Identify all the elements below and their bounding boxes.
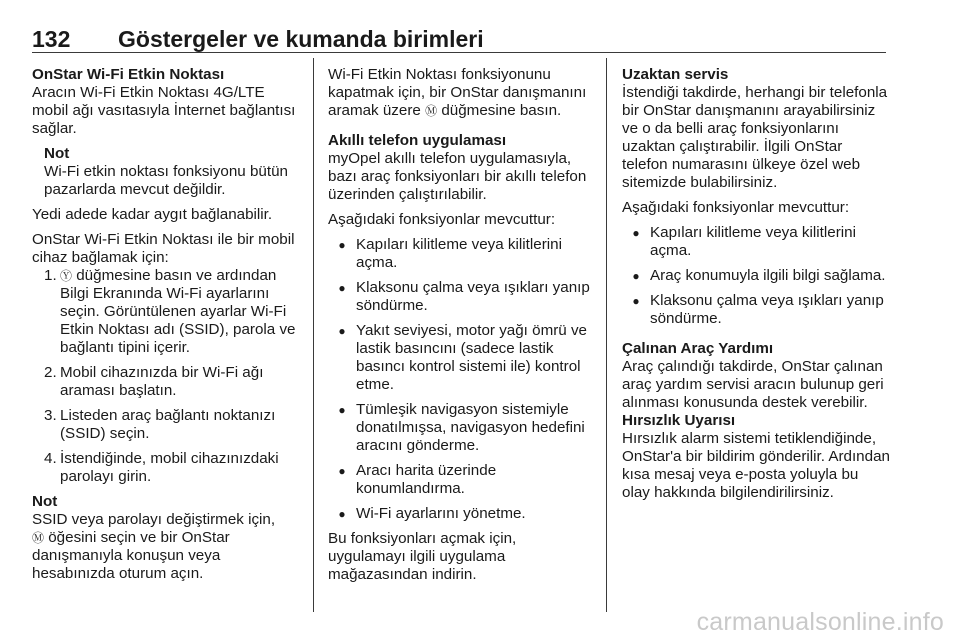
bullet-icon: ●	[338, 507, 346, 521]
note-block-2	[32, 493, 300, 583]
wifi-off-text: Wi-Fi Etkin Noktası fonksiyonunu kapatmak için, bir OnStar danışmanını aramak üzere	[328, 66, 587, 119]
section-title-stolen-vehicle: Çalınan Araç Yardımı	[622, 340, 774, 357]
note-text: öğesini seçin ve bir OnStar danışmanıyla konuşun veya hesabınızda oturum açın.	[32, 529, 230, 582]
bullet-icon: ●	[632, 294, 640, 308]
list-item	[32, 364, 300, 400]
bullet-icon: ●	[338, 281, 346, 295]
section-title-wifi-hotspot: OnStar Wi-Fi Etkin Noktası	[32, 66, 225, 83]
list-item	[32, 450, 300, 486]
onstar-icon: Ⓜ	[425, 104, 438, 118]
page-number: 132	[32, 26, 71, 52]
list-item: ● Aracı harita üzerinde konumlandırma.	[328, 462, 596, 498]
section-title-theft-alarm: Hırsızlık Uyarısı	[622, 412, 736, 429]
step-number: 3.	[44, 407, 57, 424]
note-label: Not	[32, 493, 58, 510]
list-item: ● Klaksonu çalma veya ışıkları yanıp söndürme.	[328, 279, 596, 315]
app-functions-list	[328, 236, 596, 523]
list-item: ● Kapıları kilitleme veya kilitlerini açma.	[622, 224, 890, 260]
column-3	[622, 66, 890, 502]
column-divider-2	[606, 58, 607, 612]
note-text: Wi-Fi etkin noktası fonksiyonu bütün pazarlarda mevcut değildir.	[44, 163, 288, 198]
bullet-icon: ●	[338, 324, 346, 338]
bullet-icon: ●	[632, 269, 640, 283]
list-item: ● Kapıları kilitleme veya kilitlerini açma.	[328, 236, 596, 272]
theft-alarm-text: Hırsızlık alarm sistemi tetiklendiğinde, OnStar'a bir bildirim gönderilir. Ardından kısa mesaj veya e-posta yoluyla bu olay hakkında bilgilendirilirsiniz.	[622, 430, 890, 501]
note-block-1	[32, 145, 300, 199]
step-text: düğmesine basın ve ardından Bilgi Ekranında Wi-Fi ayarlarını seçin. Görüntülenen ayarlar Wi-Fi Etkin Noktası adı (SSID), parola ve bağlantı tipini içerir.	[60, 267, 296, 356]
devices-text: Yedi adede kadar aygıt bağlanabilir.	[32, 206, 273, 223]
wifi-off-text: düğmesine basın.	[441, 102, 562, 119]
page-header	[32, 26, 886, 52]
step-text: Listeden araç bağlantı noktanızı (SSID) seçin.	[60, 407, 276, 442]
list-item: ● Tümleşik navigasyon sistemiyle donatılmışsa, navigasyon hedefini aracını gönderme.	[328, 401, 596, 455]
wifi-icon: Ⓨ	[60, 269, 73, 283]
remote-functions-list	[622, 224, 890, 328]
step-text: Mobil cihazınızda bir Wi-Fi ağı araması başlatın.	[60, 364, 264, 399]
bullet-icon: ●	[338, 238, 346, 252]
column-2	[328, 66, 596, 584]
app-outro-text: Bu fonksiyonları açmak için, uygulamayı ilgili uygulama mağazasından indirin.	[328, 530, 517, 583]
list-item: ● Araç konumuyla ilgili bilgi sağlama.	[622, 267, 890, 285]
step-number: 1.	[44, 267, 57, 284]
connect-intro-text: OnStar Wi-Fi Etkin Noktası ile bir mobil cihaz bağlamak için:	[32, 231, 295, 266]
wifi-intro-text: Aracın Wi-Fi Etkin Noktası 4G/LTE mobil ağı vasıtasıyla İnternet bağlantısı sağlar.	[32, 84, 296, 137]
section-title-smartphone-app: Akıllı telefon uygulaması	[328, 132, 507, 149]
list-intro-text: Aşağıdaki fonksiyonlar mevcuttur:	[622, 199, 850, 216]
bullet-icon: ●	[338, 403, 346, 417]
bullet-icon: ●	[338, 464, 346, 478]
column-1	[32, 66, 300, 583]
step-text: İstendiğinde, mobil cihazınızdaki parolayı girin.	[60, 450, 279, 485]
steps-list	[32, 267, 300, 486]
header-divider	[32, 52, 886, 53]
step-number: 4.	[44, 450, 57, 467]
list-item: ● Yakıt seviyesi, motor yağı ömrü ve lastik basıncını (sadece lastik basıncı kontrol sistemi ile) kontrol etme.	[328, 322, 596, 394]
app-intro-text: myOpel akıllı telefon uygulamasıyla, bazı araç fonksiyonları bir akıllı telefon üzerinden çalıştırılabilir.	[328, 150, 587, 203]
bullet-icon: ●	[632, 226, 640, 240]
list-item	[32, 267, 300, 357]
list-item: ● Klaksonu çalma veya ışıkları yanıp söndürme.	[622, 292, 890, 328]
chapter-title: Göstergeler ve kumanda birimleri	[118, 26, 484, 52]
column-divider-1	[313, 58, 314, 612]
remote-service-text: İstendiği takdirde, herhangi bir telefonla bir OnStar danışmanını arayabilirsiniz ve o da belli araç fonksiyonlarını uzaktan çalıştırabilir. İlgili OnStar telefon numarasını ülkeye özel web sitemizde bulabilirsiniz.	[622, 84, 888, 191]
onstar-icon: Ⓜ	[32, 531, 45, 545]
note-text: SSID veya parolayı değiştirmek için,	[32, 511, 276, 528]
watermark: carmanualsonline.info	[696, 608, 944, 636]
list-intro-text: Aşağıdaki fonksiyonlar mevcuttur:	[328, 211, 556, 228]
section-title-remote-service: Uzaktan servis	[622, 66, 729, 83]
note-label: Not	[44, 145, 70, 162]
step-number: 2.	[44, 364, 57, 381]
list-item	[32, 407, 300, 443]
stolen-vehicle-text: Araç çalındığı takdirde, OnStar çalınan araç yardım servisi aracın bulunup geri alınması konusunda destek verebilir.	[622, 358, 884, 411]
list-item: ● Wi-Fi ayarlarını yönetme.	[328, 505, 596, 523]
